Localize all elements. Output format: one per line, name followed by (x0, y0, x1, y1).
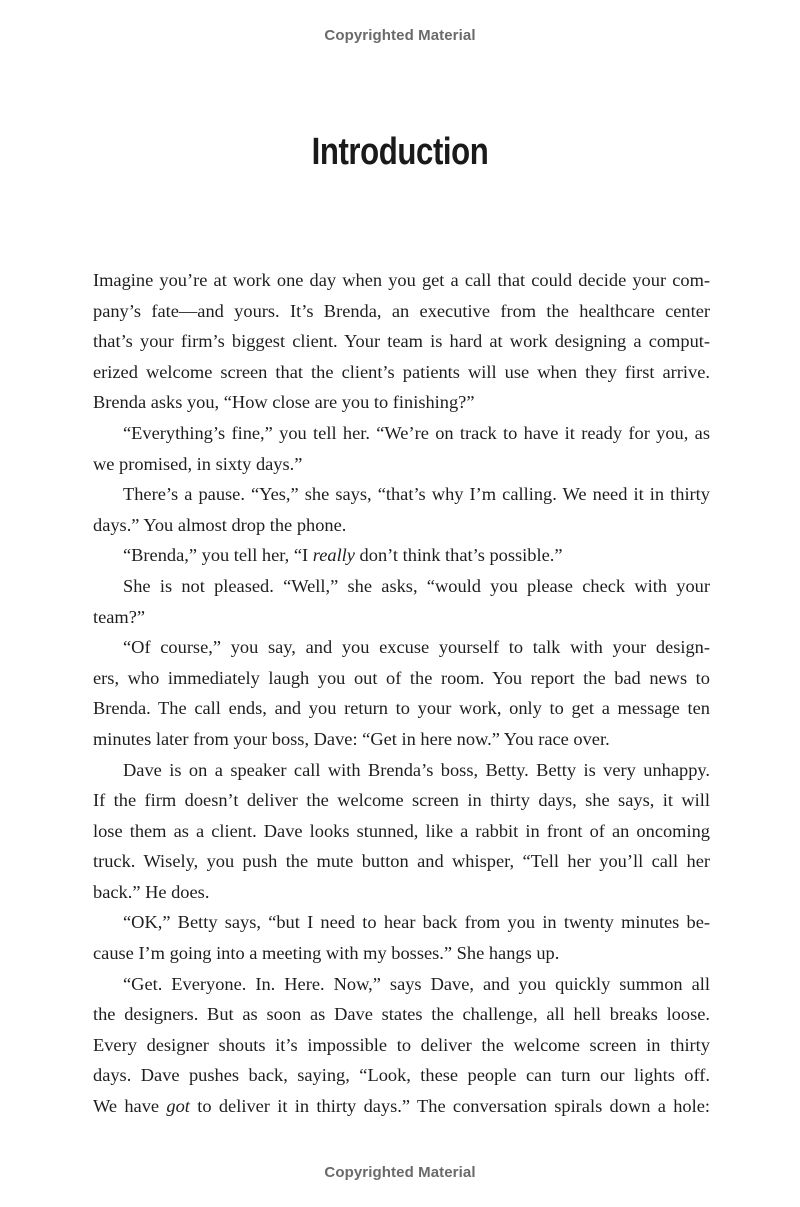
copyright-header: Copyrighted Material (324, 27, 476, 44)
text-line: back.” He does. (93, 881, 210, 902)
body-text (93, 265, 710, 1122)
text-line: “OK,” Betty says, “but I need to hear back from you in twenty minutes be- (123, 912, 710, 933)
copyright-footer: Copyrighted Material (324, 1164, 476, 1181)
text-line: Brenda. The call ends, and you return to your work, only to get a message ten (93, 698, 710, 719)
text-line (93, 540, 710, 571)
text-line: team?” (93, 606, 146, 627)
text-line: minutes later from your boss, Dave: “Get in here now.” You race over. (93, 728, 610, 749)
text-segment: We have (93, 1096, 167, 1117)
chapter-title: Introduction (311, 131, 489, 173)
text-line: we promised, in sixty days.” (93, 453, 303, 474)
text-segment: don’t think that’s possible.” (354, 545, 563, 566)
emphasis: got (166, 1096, 190, 1117)
text-line: lose them as a client. Dave looks stunned, like a rabbit in front of an oncoming (93, 820, 710, 841)
emphasis: really (312, 545, 355, 566)
text-line: cause I’m going into a meeting with my bosses.” She hangs up. (93, 943, 560, 964)
text-line: If the firm doesn’t deliver the welcome screen in thirty days, she says, it will (93, 790, 710, 811)
text-line: pany’s fate—and yours. It’s Brenda, an executive from the healthcare center (93, 300, 710, 321)
text-line: Every designer shouts it’s impossible to deliver the welcome screen in thirty (93, 1034, 710, 1055)
text-line: truck. Wisely, you push the mute button and whisper, “Tell her you’ll call her (93, 851, 710, 872)
text-line: There’s a pause. “Yes,” she says, “that’s why I’m calling. We need it in thirty (123, 484, 710, 505)
text-line: “Get. Everyone. In. Here. Now,” says Dave, and you quickly summon all (123, 973, 710, 994)
text-segment: “Brenda,” you tell her, “I (123, 545, 313, 566)
text-line (93, 1091, 710, 1122)
text-line: days. Dave pushes back, saying, “Look, these people can turn our lights off. (93, 1065, 710, 1086)
text-line: the designers. But as soon as Dave states the challenge, all hell breaks loose. (93, 1004, 710, 1025)
text-line: She is not pleased. “Well,” she asks, “would you please check with your (123, 575, 710, 596)
text-line: “Of course,” you say, and you excuse yourself to talk with your design- (123, 637, 710, 658)
text-line: Dave is on a speaker call with Brenda’s boss, Betty. Betty is very unhappy. (123, 759, 710, 780)
text-line: that’s your firm’s biggest client. Your team is hard at work designing a comput- (93, 331, 710, 352)
text-line: Imagine you’re at work one day when you get a call that could decide your com- (93, 270, 710, 290)
text-line: “Everything’s fine,” you tell her. “We’re on track to have it ready for you, as (123, 422, 710, 443)
text-line: erized welcome screen that the client’s patients will use when they first arrive. (93, 361, 710, 382)
text-line: Brenda asks you, “How close are you to finishing?” (93, 392, 475, 413)
text-segment: to deliver it in thirty days.” The conversation spirals down a hole: (189, 1096, 710, 1117)
text-line: days.” You almost drop the phone. (93, 514, 347, 535)
text-line: ers, who immediately laugh you out of the room. You report the bad news to (93, 667, 710, 688)
